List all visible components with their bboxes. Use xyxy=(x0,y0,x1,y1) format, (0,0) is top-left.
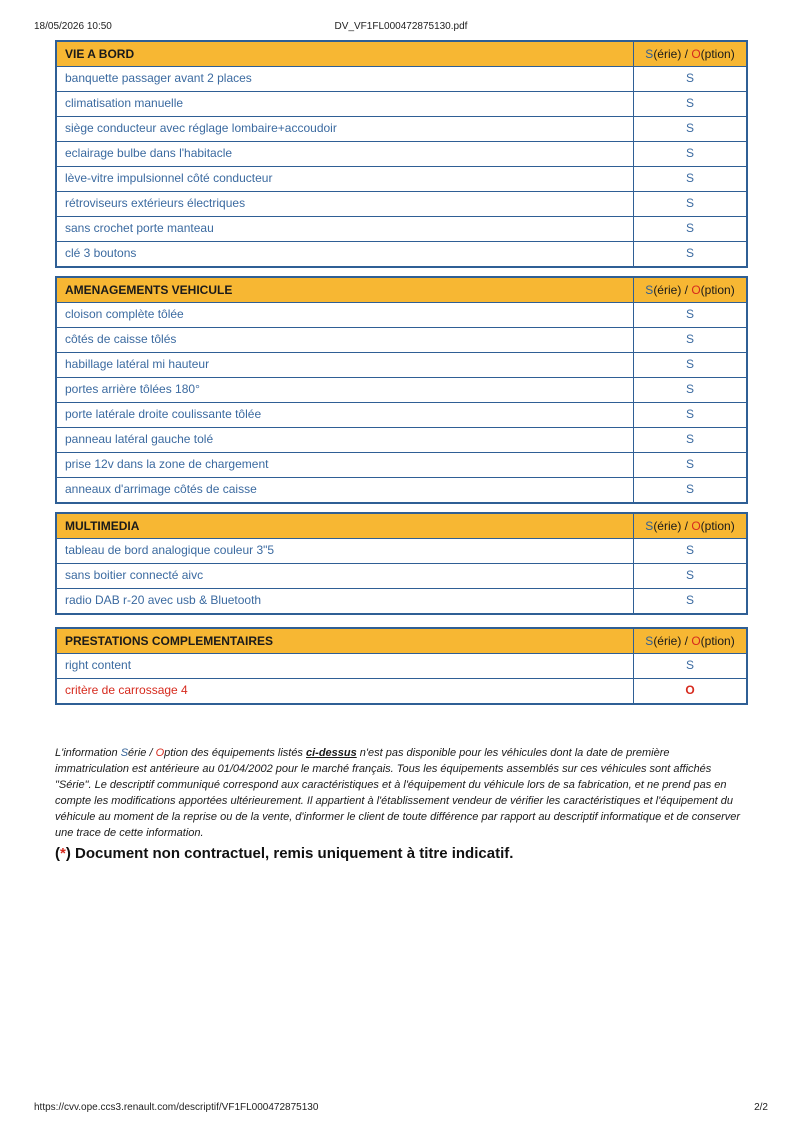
legend-s-letter: S xyxy=(645,283,654,297)
equipment-status: S xyxy=(685,357,694,371)
equipment-label: right content xyxy=(57,654,634,678)
table-row xyxy=(57,353,746,378)
section-header xyxy=(57,278,746,303)
table-row xyxy=(57,403,746,428)
equipment-status: S xyxy=(685,482,694,496)
equipment-label: eclairage bulbe dans l'habitacle xyxy=(57,142,634,166)
equipment-label: lève-vitre impulsionnel côté conducteur xyxy=(57,167,634,191)
legend-s-rest: (érie) / xyxy=(653,283,692,297)
table-row xyxy=(57,428,746,453)
table-row xyxy=(57,478,746,502)
equipment-status: S xyxy=(685,593,694,607)
note-text: ) Document non contractuel, remis uniquement à titre indicatif. xyxy=(65,845,514,862)
equipment-label: clé 3 boutons xyxy=(57,242,634,266)
section-title: VIE A BORD xyxy=(57,42,634,66)
section-title: PRESTATIONS COMPLEMENTAIRES xyxy=(57,629,634,653)
note-asterisk: * xyxy=(60,845,66,862)
equipment-label: climatisation manuelle xyxy=(57,92,634,116)
section-header xyxy=(57,42,746,67)
equipment-label: sans boitier connecté aivc xyxy=(57,564,634,588)
legend-o-rest: (ption) xyxy=(700,283,735,297)
equipment-status: S xyxy=(685,407,694,421)
disclaimer-o-letter: O xyxy=(155,747,165,759)
table-row xyxy=(57,328,746,353)
equipment-label: anneaux d'arrimage côtés de caisse xyxy=(57,478,634,502)
legend-s-letter: S xyxy=(645,47,654,61)
equipment-label: porte latérale droite coulissante tôlée xyxy=(57,403,634,427)
print-footer xyxy=(34,1102,768,1114)
equipment-status: S xyxy=(685,96,694,110)
equipment-status: S xyxy=(685,457,694,471)
legend-o-letter: O xyxy=(691,47,701,61)
serie-option-legend xyxy=(634,42,746,66)
section-1 xyxy=(55,276,748,504)
equipment-label: habillage latéral mi hauteur xyxy=(57,353,634,377)
table-row xyxy=(57,167,746,192)
equipment-label: radio DAB r-20 avec usb & Bluetooth xyxy=(57,589,634,613)
equipment-label: sans crochet porte manteau xyxy=(57,217,634,241)
table-row xyxy=(57,303,746,328)
section-3 xyxy=(55,627,748,705)
section-header xyxy=(57,629,746,654)
section-2 xyxy=(55,512,748,615)
serie-option-legend xyxy=(634,514,746,538)
legend-o-rest: (ption) xyxy=(700,634,735,648)
equipment-label: siège conducteur avec réglage lombaire+accoudoir xyxy=(57,117,634,141)
table-row xyxy=(57,453,746,478)
equipment-label: panneau latéral gauche tolé xyxy=(57,428,634,452)
table-row xyxy=(57,192,746,217)
table-row xyxy=(57,142,746,167)
equipment-label: rétroviseurs extérieurs électriques xyxy=(57,192,634,216)
serie-option-legend xyxy=(634,278,746,302)
disclaimer-text-4: n'est pas disponible pour les véhicules dont la date de première immatriculation est antérieure au 01/04/2002 pour le marché français. Tous les équipements assemblés sur ces véhicules sont affichés "Série". Le descriptif communiqué correspond aux caractéristiques et à l'équipement du véhicule lors de sa fabrication, et ne prend pas en compte les modifications apportées ultérieurement. Il appartient à l'établissement vendeur de vérifier les caractéristiques et l'équipement du véhicule au moment de la reprise ou de la vente, d'informer le client de toute différence par rapport au descriptif informatique et de conserver une trace de cette information. xyxy=(55,747,741,839)
table-row xyxy=(57,589,746,613)
equipment-status: S xyxy=(685,382,694,396)
equipment-status: S xyxy=(685,543,694,557)
equipment-label: tableau de bord analogique couleur 3"5 xyxy=(57,539,634,563)
section-title: MULTIMEDIA xyxy=(57,514,634,538)
equipment-label: critère de carrossage 4 xyxy=(57,679,634,703)
equipment-status: S xyxy=(685,307,694,321)
legend-s-rest: (érie) / xyxy=(653,47,692,61)
disclaimer-paragraph xyxy=(55,745,745,841)
legend-s-letter: S xyxy=(645,519,654,533)
disclaimer-ci-dessus: ci-dessus xyxy=(306,747,357,759)
equipment-status: S xyxy=(685,196,694,210)
legend-s-rest: (érie) / xyxy=(653,634,692,648)
table-row xyxy=(57,117,746,142)
equipment-status: S xyxy=(685,332,694,346)
equipment-status: S xyxy=(685,71,694,85)
legend-o-letter: O xyxy=(691,634,701,648)
print-filename: DV_VF1FL000472875130.pdf xyxy=(334,21,468,32)
disclaimer-text-2: érie / xyxy=(128,747,156,759)
equipment-status: S xyxy=(685,221,694,235)
non-contractual-note xyxy=(55,845,745,862)
print-header xyxy=(34,21,768,33)
equipment-label: cloison complète tôlée xyxy=(57,303,634,327)
disclaimer-text-3: ption des équipements listés xyxy=(164,747,306,759)
legend-s-letter: S xyxy=(645,634,654,648)
section-0 xyxy=(55,40,748,268)
equipment-status: O xyxy=(685,683,695,697)
table-row xyxy=(57,654,746,679)
equipment-status: S xyxy=(685,121,694,135)
table-row xyxy=(57,217,746,242)
table-row xyxy=(57,92,746,117)
equipment-status: S xyxy=(685,171,694,185)
equipment-status: S xyxy=(685,246,694,260)
table-row xyxy=(57,539,746,564)
page-number: 2/2 xyxy=(754,1102,768,1113)
serie-option-legend xyxy=(634,629,746,653)
disclaimer-text-1: L'information xyxy=(55,747,121,759)
print-datetime: 18/05/2026 10:50 xyxy=(34,21,112,32)
equipment-label: prise 12v dans la zone de chargement xyxy=(57,453,634,477)
section-header xyxy=(57,514,746,539)
equipment-status: S xyxy=(685,568,694,582)
legend-o-letter: O xyxy=(691,283,701,297)
table-row xyxy=(57,242,746,266)
equipment-label: côtés de caisse tôlés xyxy=(57,328,634,352)
note-open-paren: ( xyxy=(55,845,60,862)
legend-s-rest: (érie) / xyxy=(653,519,692,533)
table-row xyxy=(57,564,746,589)
section-title: AMENAGEMENTS VEHICULE xyxy=(57,278,634,302)
equipment-label: banquette passager avant 2 places xyxy=(57,67,634,91)
equipment-status: S xyxy=(685,658,694,672)
legend-o-rest: (ption) xyxy=(700,47,735,61)
equipment-status: S xyxy=(685,146,694,160)
table-row xyxy=(57,378,746,403)
disclaimer-s-letter: S xyxy=(120,747,129,759)
equipment-status: S xyxy=(685,432,694,446)
equipment-label: portes arrière tôlées 180° xyxy=(57,378,634,402)
table-row xyxy=(57,67,746,92)
print-url: https://cvv.ope.ccs3.renault.com/descriptif/VF1FL000472875130 xyxy=(34,1102,319,1113)
table-row xyxy=(57,679,746,703)
legend-o-letter: O xyxy=(691,519,701,533)
legend-o-rest: (ption) xyxy=(700,519,735,533)
